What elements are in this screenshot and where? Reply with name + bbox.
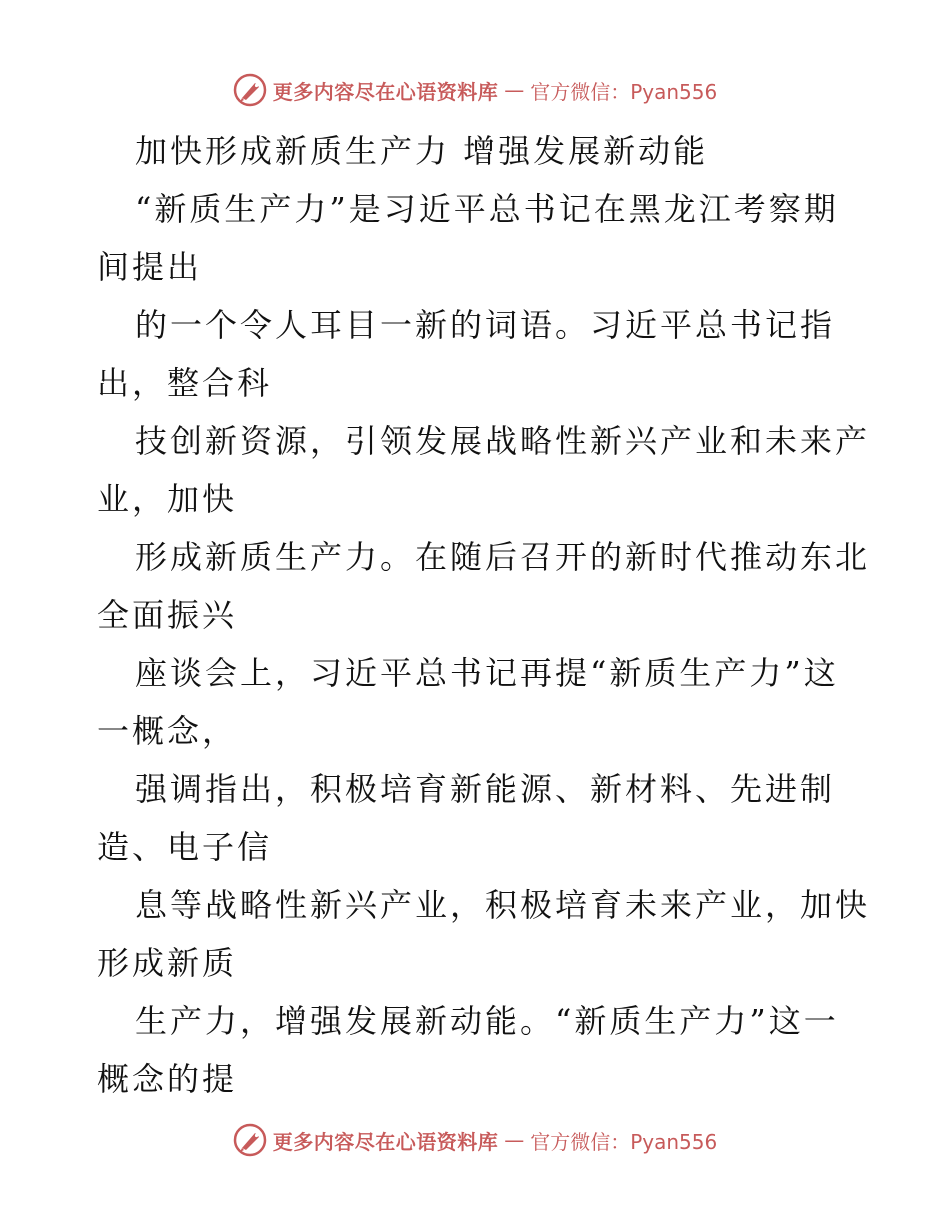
header-banner [0, 70, 950, 110]
paragraph-line: 概念的提 [97, 1060, 238, 1098]
paragraph-line: 息等战略性新兴产业，积极培育未来产业，加快 [135, 886, 871, 924]
paragraph-line: “新质生产力”是习近平总书记在黑龙江考察期 [135, 190, 839, 228]
footer-banner [0, 1120, 950, 1160]
paragraph-line: 形成新质生产力。在随后召开的新时代推动东北 [135, 538, 871, 576]
paragraph-line: 的一个令人耳目一新的词语。习近平总书记指 [135, 306, 836, 344]
paragraph-line: 技创新资源，引领发展战略性新兴产业和未来产 [135, 422, 871, 460]
paragraph-line: 全面振兴 [97, 596, 238, 634]
pen-nib-icon [233, 73, 267, 107]
footer-promo-text: 更多内容尽在心语资料库 [272, 1129, 499, 1154]
paragraph-line: 造、电子信 [97, 828, 273, 866]
pen-nib-icon [233, 1123, 267, 1157]
paragraph-line: 业，加快 [97, 480, 238, 518]
paragraph-line: 间提出 [97, 248, 203, 286]
paragraph-line: 出，整合科 [97, 364, 273, 402]
paragraph-line: 生产力，增强发展新动能。“新质生产力”这一 [135, 1002, 839, 1040]
document-title: 加快形成新质生产力 增强发展新动能 [135, 132, 709, 170]
paragraph-line: 座谈会上，习近平总书记再提“新质生产力”这 [135, 654, 839, 692]
header-promo-text: 更多内容尽在心语资料库 [272, 79, 499, 104]
document-body [97, 122, 871, 1108]
paragraph-line: 形成新质 [97, 944, 238, 982]
header-wechat-text: 官方微信：Pyan556 [530, 79, 718, 104]
footer-separator: — [504, 1128, 525, 1152]
footer-wechat-text: 官方微信：Pyan556 [530, 1129, 718, 1154]
header-separator: — [504, 78, 525, 102]
paragraph-line: 强调指出，积极培育新能源、新材料、先进制 [135, 770, 836, 808]
paragraph-line: 一概念， [97, 712, 238, 750]
